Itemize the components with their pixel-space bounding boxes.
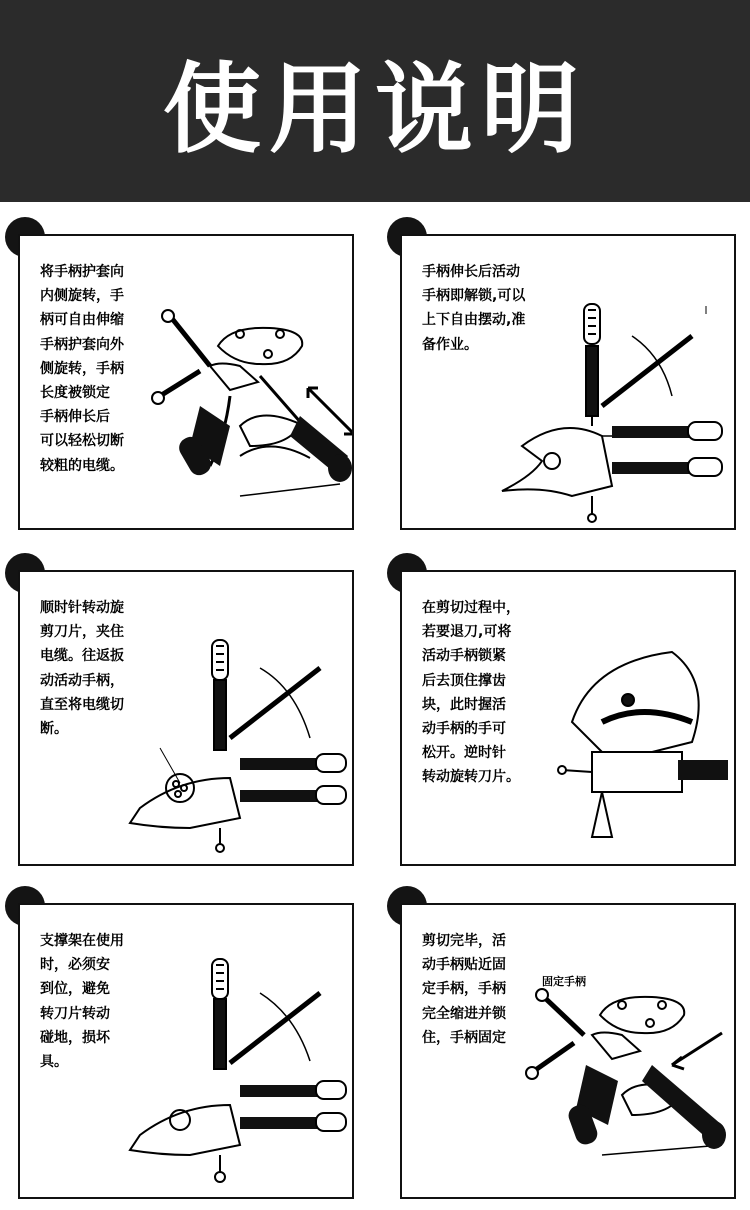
- step-text-6: 剪切完毕，活 动手柄贴近固 定手柄，手柄 完全缩进并锁 住，手柄固定: [422, 933, 506, 1046]
- support-stand-illustration: [120, 945, 352, 1193]
- page-header: [0, 0, 750, 202]
- step-text-5: 支撑架在使用 时，必须安 到位，避免 转刀片转动 碰地，损坏 具。: [40, 933, 124, 1071]
- step-panel-6: [400, 903, 736, 1199]
- step-panel-5: [18, 903, 354, 1199]
- retract-blade-illustration: [552, 642, 732, 852]
- page-title: 使用说明: [162, 52, 587, 167]
- rotate-blade-illustration: [120, 628, 352, 864]
- step-text-3: 顺时针转动旋 剪刀片，夹住 电缆。往返扳 动活动手柄， 直至将电缆切 断。: [40, 600, 124, 738]
- handle-unlock-illustration: [492, 296, 732, 526]
- step-text-2: 手柄伸长后活动 手柄即解锁,可以 上下自由摆动,准 备作业。: [422, 264, 526, 353]
- handle-retracted-illustration: [522, 985, 734, 1185]
- step-text-1: 将手柄护套向 内侧旋转，手 柄可自由伸缩 手柄护套向外 侧旋转，手柄 长度被锁定 手柄伸长后 可以轻松切断 较粗的电缆。: [40, 264, 124, 474]
- step-panel-3: [18, 570, 354, 866]
- step-panel-2: [400, 234, 736, 530]
- step-panel-1: [18, 234, 354, 530]
- fixed-handle-label: 固定手柄: [542, 975, 586, 988]
- step-panel-4: [400, 570, 736, 866]
- cable-cutter-extend-illustration: [140, 306, 352, 506]
- step-text-4: 在剪切过程中， 若要退刀,可将 活动手柄锁紧 后去顶住撑齿 块，此时握活 动手柄的手可 松开。逆时针 转动旋转刀片。: [422, 600, 520, 786]
